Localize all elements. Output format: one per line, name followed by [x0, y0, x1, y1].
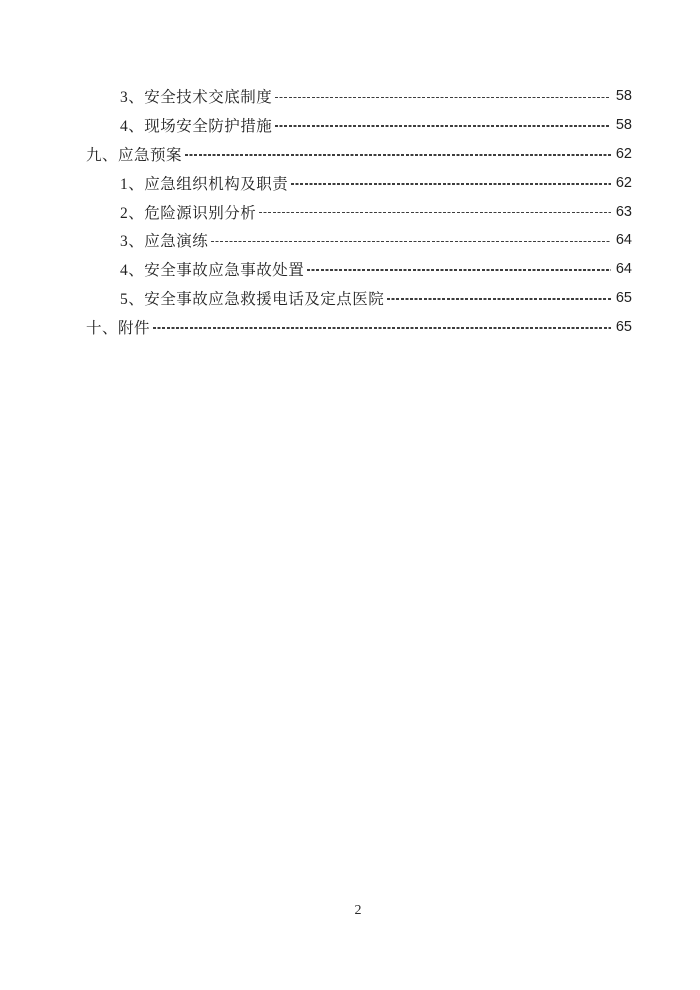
dot-leader — [307, 269, 611, 271]
toc-entry[interactable] — [0, 168, 700, 197]
toc-entry-page: 63 — [615, 203, 632, 220]
toc-entry[interactable] — [0, 82, 700, 111]
toc-entry[interactable] — [0, 111, 700, 140]
dot-leader — [211, 241, 611, 243]
toc-entry-page: 65 — [615, 289, 632, 306]
dot-leader — [291, 183, 611, 185]
dot-leader — [387, 298, 611, 300]
dot-leader — [259, 212, 611, 214]
toc-entry-label: 4、安全事故应急事故处置 — [120, 262, 305, 280]
dot-leader — [275, 125, 611, 127]
toc-entry-page: 64 — [615, 261, 632, 278]
toc-entry-page: 58 — [615, 117, 632, 134]
toc-entry-label: 1、应急组织机构及职责 — [120, 175, 289, 193]
toc-entry-label: 3、应急演练 — [120, 233, 209, 251]
toc-entry-label: 4、现场安全防护措施 — [120, 118, 273, 136]
toc-entry[interactable] — [0, 312, 700, 341]
toc-list — [0, 82, 700, 341]
toc-entry-label: 3、安全技术交底制度 — [120, 89, 273, 107]
toc-entry-page: 62 — [615, 145, 632, 162]
toc-entry[interactable] — [0, 255, 700, 284]
toc-entry-page: 65 — [615, 318, 632, 335]
dot-leader — [153, 327, 611, 329]
dot-leader — [275, 97, 611, 99]
toc-entry[interactable] — [0, 197, 700, 226]
toc-entry-page: 62 — [615, 174, 632, 191]
page-number: 2 — [354, 903, 362, 918]
toc-entry-label: 2、危险源识别分析 — [120, 204, 257, 222]
dot-leader — [185, 154, 611, 156]
toc-entry-label: 九、应急预案 — [86, 146, 183, 164]
toc-entry[interactable] — [0, 140, 700, 169]
toc-entry[interactable] — [0, 226, 700, 255]
toc-entry-label: 5、安全事故应急救援电话及定点医院 — [120, 290, 385, 308]
toc-entry-page: 58 — [615, 88, 632, 105]
toc-entry-page: 64 — [615, 232, 632, 249]
toc-entry[interactable] — [0, 284, 700, 313]
toc-entry-label: 十、附件 — [86, 319, 151, 337]
